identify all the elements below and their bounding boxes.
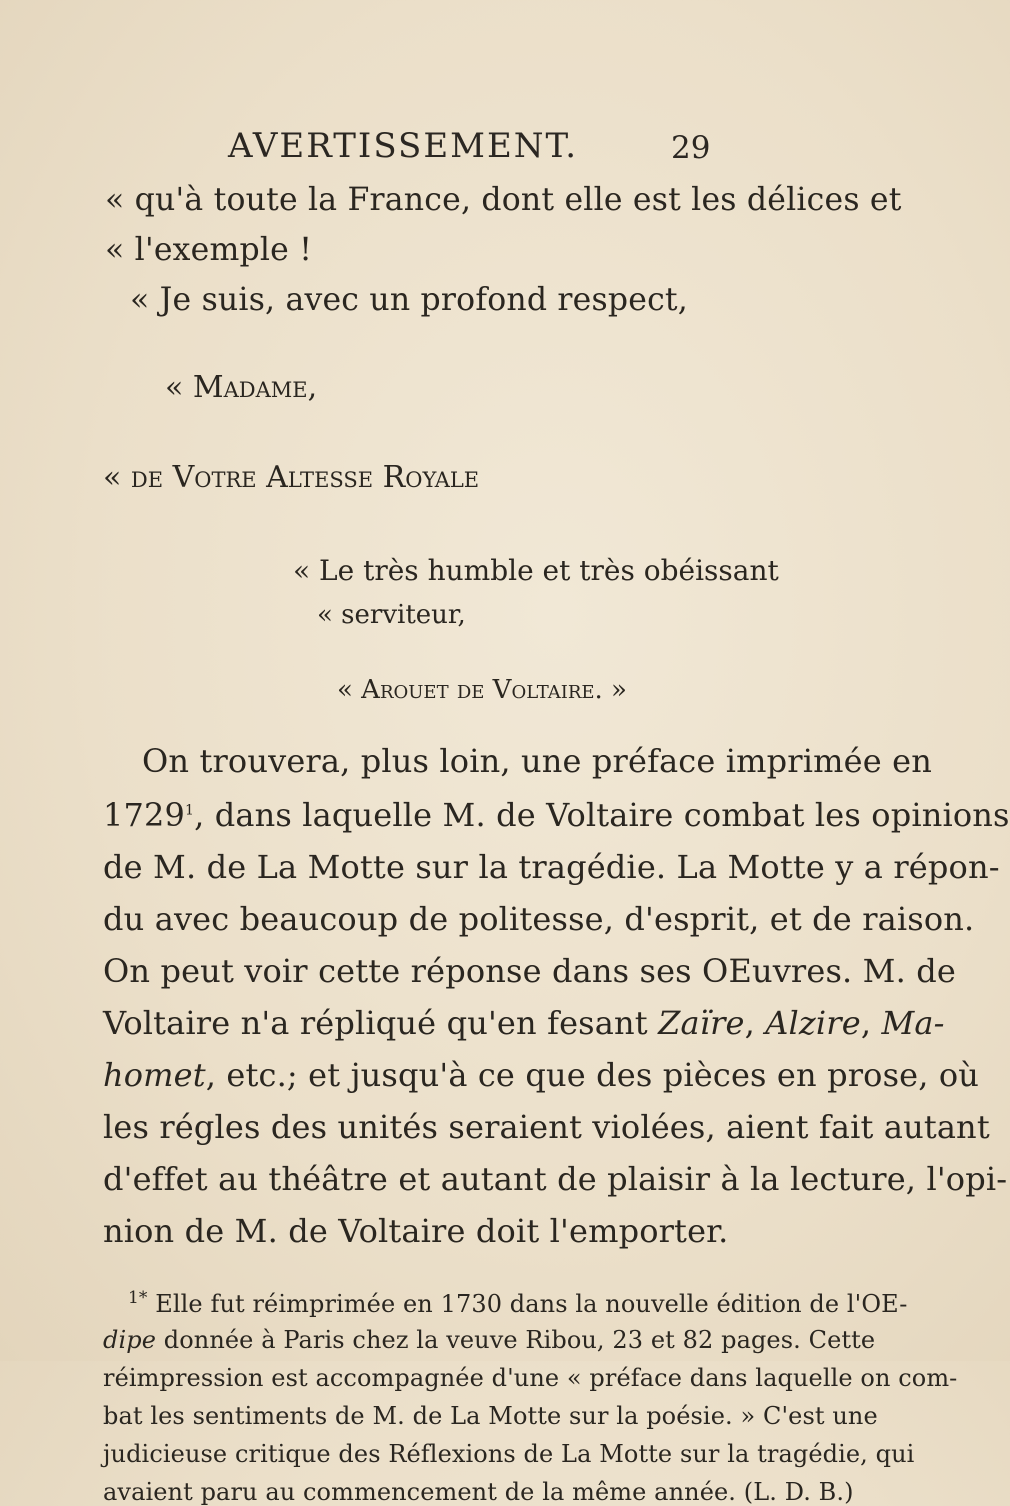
year-text: 1729 (103, 796, 186, 834)
text-run: donnée à Paris chez la veuve Ribou, 23 et 82 pages. Cette (156, 1326, 876, 1354)
text-run: Elle fut réimprimée en 1730 dans la nouvelle édition de l'OE- (155, 1290, 908, 1318)
play-title: Ma- (881, 1004, 945, 1042)
paragraph-line: du avec beaucoup de politesse, d'esprit, et de raison. (103, 900, 975, 938)
paragraph-line: On peut voir cette réponse dans ses OEuvres. M. de (103, 952, 956, 990)
play-title: homet (103, 1056, 206, 1094)
letter-address: « de Votre Altesse Royale (103, 460, 480, 495)
play-title: dipe (103, 1326, 157, 1354)
paragraph-line (103, 796, 1010, 834)
letter-line: « l'exemple ! (105, 232, 313, 268)
letter-closing: « serviteur, (317, 600, 466, 630)
paragraph-line: les régles des unités seraient violées, aient fait autant (103, 1108, 990, 1146)
footnote-reference: 1 (185, 802, 195, 819)
paragraph-line: nion de M. de Voltaire doit l'emporter. (103, 1212, 729, 1250)
letter-closing: « Le très humble et très obéissant (293, 554, 779, 587)
play-title: Alzire (765, 1004, 861, 1042)
letter-line: « Je suis, avec un profond respect, (130, 282, 689, 318)
paragraph-line: On trouvera, plus loin, une préface imprimée en (142, 742, 932, 780)
text-run: , (860, 1004, 882, 1042)
text-run: Voltaire n'a répliqué qu'en fesant (103, 1004, 659, 1042)
paragraph-line: de M. de La Motte sur la tragédie. La Motte y a répon- (103, 848, 1000, 886)
paragraph-line (103, 1004, 945, 1042)
footnote-line: réimpression est accompagnée d'une « préface dans laquelle on com- (103, 1364, 958, 1392)
page-number: 29 (671, 130, 711, 166)
play-title: Zaïre (658, 1004, 745, 1042)
footnote-line: bat les sentiments de M. de La Motte sur la poésie. » C'est une (103, 1402, 878, 1430)
footnote-line (103, 1326, 875, 1354)
running-title: AVERTISSEMENT. (228, 126, 579, 166)
letter-signature: « Arouet de Voltaire. » (337, 675, 627, 705)
footnote-line: avaient paru au commencement de la même année. (L. D. B.) (103, 1478, 854, 1506)
letter-salutation: « Madame, (165, 370, 318, 405)
letter-line: « qu'à toute la France, dont elle est les délices et (105, 182, 902, 218)
text-run: , etc.; et jusqu'à ce que des pièces en prose, où (205, 1056, 980, 1094)
paragraph-line-rest: , dans laquelle M. de Voltaire combat les opinions (194, 796, 1010, 834)
paragraph-line: d'effet au théâtre et autant de plaisir à la lecture, l'opi- (103, 1160, 1008, 1198)
footnote-line (128, 1288, 907, 1318)
text-run: , (744, 1004, 766, 1042)
paragraph-line (103, 1056, 979, 1094)
footnote-mark: 1* (128, 1288, 148, 1308)
footnote-line: judicieuse critique des Réflexions de La Motte sur la tragédie, qui (103, 1440, 915, 1468)
